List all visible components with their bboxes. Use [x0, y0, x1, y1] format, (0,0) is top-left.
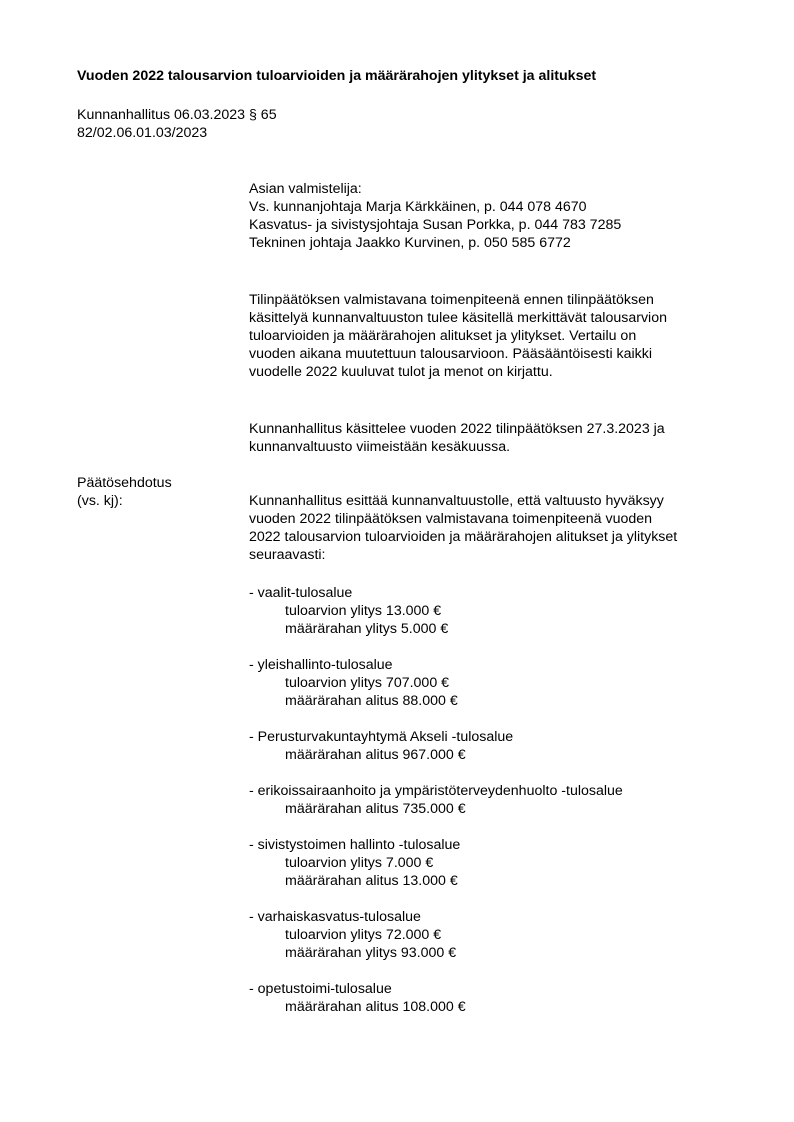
proposal-line: vuoden 2022 tilinpäätöksen valmistavana toimenpiteenä vuoden: [249, 511, 653, 527]
preparer-3: Tekninen johtaja Jaakko Kurvinen, p. 050 585 6772: [249, 235, 571, 251]
preparer-2: Kasvatus- ja sivistysjohtaja Susan Porkka, p. 044 783 7285: [249, 217, 622, 233]
item-heading: - yleishallinto-tulosalue: [249, 657, 393, 673]
meeting-info: [77, 106, 277, 142]
paragraph-1: [249, 291, 739, 381]
item-detail: tuloarvion ylitys 13.000 €: [285, 603, 442, 619]
preparers-block: [249, 180, 739, 252]
list-item: [249, 908, 739, 962]
items-list: [249, 584, 739, 1016]
item-heading: - opetustoimi-tulosalue: [249, 981, 392, 997]
meeting-reference: Kunnanhallitus 06.03.2023 § 65: [77, 107, 277, 123]
paragraph-line: Kunnanhallitus käsittelee vuoden 2022 tilinpäätöksen 27.3.2023 ja: [249, 421, 665, 437]
paragraph-line: Tilinpäätöksen valmistavana toimenpiteenä ennen tilinpäätöksen: [249, 292, 654, 308]
item-heading: - varhaiskasvatus-tulosalue: [249, 909, 421, 925]
item-detail: määrärahan alitus 88.000 €: [285, 693, 458, 709]
record-number: 82/02.06.01.03/2023: [77, 125, 208, 141]
item-detail: määrärahan alitus 108.000 €: [285, 999, 466, 1015]
paragraph-line: tuloarvioiden ja määrärahojen alitukset ja ylitykset. Vertailu on: [249, 328, 637, 344]
paragraph-line: vuodelle 2022 kuuluvat tulot ja menot on kirjattu.: [249, 364, 553, 380]
item-detail: määrärahan alitus 13.000 €: [285, 873, 458, 889]
item-detail: määrärahan ylitys 5.000 €: [285, 621, 449, 637]
item-detail: tuloarvion ylitys 707.000 €: [285, 675, 450, 691]
list-item: [249, 656, 739, 710]
paragraph-line: vuoden aikana muutettuun talousarvioon. Pääsääntöisesti kaikki: [249, 346, 653, 362]
item-heading: - vaalit-tulosalue: [249, 585, 353, 601]
item-detail: määrärahan alitus 735.000 €: [285, 801, 466, 817]
preparers-heading: Asian valmistelija:: [249, 181, 362, 197]
item-detail: määrärahan ylitys 93.000 €: [285, 945, 457, 961]
document-title: Vuoden 2022 talousarvion tuloarvioiden ja määrärahojen ylitykset ja alitukset: [77, 68, 597, 84]
paragraph-line: käsittelyä kunnanvaltuuston tulee käsitellä merkittävät talousarvion: [249, 310, 667, 326]
list-item: [249, 980, 739, 1016]
paragraph-2: [249, 420, 739, 456]
item-detail: tuloarvion ylitys 7.000 €: [285, 855, 434, 871]
item-heading: - Perusturvakuntayhtymä Akseli -tulosalue: [249, 729, 514, 745]
proposal-line: Kunnanhallitus esittää kunnanvaltuustolle, että valtuusto hyväksyy: [249, 493, 664, 509]
proposal-label: [77, 474, 172, 510]
proposal-line: 2022 talousarvion tuloarvioiden ja määrärahojen alitukset ja ylitykset: [249, 529, 678, 545]
list-item: [249, 728, 739, 764]
proposal-label-line: Päätösehdotus: [77, 475, 172, 491]
proposal-line: seuraavasti:: [249, 547, 326, 563]
item-heading: - erikoissairaanhoito ja ympäristöterveydenhuolto -tulosalue: [249, 783, 623, 799]
item-heading: - sivistystoimen hallinto -tulosalue: [249, 837, 461, 853]
paragraph-line: kunnanvaltuusto viimeistään kesäkuussa.: [249, 439, 511, 455]
list-item: [249, 782, 739, 818]
list-item: [249, 584, 739, 638]
proposal-label-line: (vs. kj):: [77, 493, 123, 509]
item-detail: määrärahan alitus 967.000 €: [285, 747, 466, 763]
preparer-1: Vs. kunnanjohtaja Marja Kärkkäinen, p. 044 078 4670: [249, 199, 587, 215]
proposal-body: [249, 492, 739, 564]
item-detail: tuloarvion ylitys 72.000 €: [285, 927, 442, 943]
list-item: [249, 836, 739, 890]
